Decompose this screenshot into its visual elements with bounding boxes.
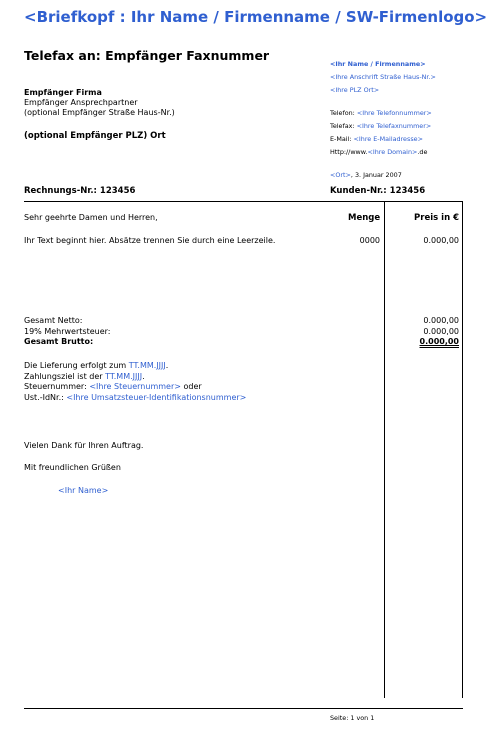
sender-phone-row: Telefon: <Ihre Telefonnummer> bbox=[330, 109, 432, 117]
sender-fax-row: Telefax: <Ihre Telefaxnummer> bbox=[330, 122, 432, 130]
letterhead-placeholder: <Briefkopf : Ihr Name / Firmenname / SW-Firmenlogo> bbox=[24, 8, 488, 26]
item-quantity: 0000 bbox=[359, 236, 380, 245]
delivery-date: TT.MM.JJJJ bbox=[128, 361, 166, 370]
fax-title: Telefax an: Empfänger Faxnummer bbox=[24, 48, 270, 63]
sender-fax: <Ihre Telefaxnummer> bbox=[356, 122, 432, 130]
salutation: Sehr geehrte Damen und Herren, bbox=[24, 213, 158, 222]
gross-label: Gesamt Brutto: bbox=[24, 337, 94, 347]
body-text: Ihr Text beginnt hier. Absätze trennen Sie durch eine Leerzeile. bbox=[24, 236, 276, 245]
sender-name: <Ihr Name / Firmenname> bbox=[330, 60, 426, 68]
column-header-quantity: Menge bbox=[348, 213, 381, 223]
page-number: Seite: 1 von 1 bbox=[330, 714, 375, 722]
sender-phone: <Ihre Telefonnummer> bbox=[356, 109, 432, 117]
item-price: 0.000,00 bbox=[423, 236, 459, 245]
sender-date-place: <Ort> bbox=[330, 171, 351, 179]
thanks-line: Vielen Dank für Ihren Auftrag. bbox=[24, 441, 144, 450]
delivery-line: Die Lieferung erfolgt zum TT.MM.JJJJ. bbox=[24, 361, 169, 370]
column-divider-quantity bbox=[384, 201, 385, 698]
net-label: Gesamt Netto: bbox=[24, 316, 83, 325]
vat-id: <Ihre Umsatzsteuer-Identifikationsnummer> bbox=[66, 392, 247, 402]
totals-values bbox=[400, 316, 459, 348]
sender-street: <Ihre Anschrift Straße Haus-Nr.> bbox=[330, 73, 436, 81]
totals-labels bbox=[24, 316, 110, 348]
invoice-number: Rechnungs-Nr.: 123456 bbox=[24, 186, 136, 196]
terms-block bbox=[24, 361, 246, 403]
sender-web-row: Http://www.<Ihre Domain>.de bbox=[330, 148, 428, 156]
recipient-company: Empfänger Firma bbox=[24, 88, 102, 97]
tax-number-line: Steuernummer: <Ihre Steuernummer> oder bbox=[24, 382, 202, 392]
sender-date: , 3. Januar 2007 bbox=[350, 171, 402, 179]
sender-date-row bbox=[330, 169, 436, 182]
recipient-city: (optional Empfänger PLZ) Ort bbox=[24, 131, 166, 141]
divider-top bbox=[24, 201, 463, 202]
vat-label: 19% Mehrwertsteuer: bbox=[24, 326, 111, 336]
sender-block bbox=[330, 58, 436, 182]
vat-id-line: Ust.-IdNr.: <Ihre Umsatzsteuer-Identifikationsnummer> bbox=[24, 392, 247, 402]
divider-bottom bbox=[24, 708, 463, 709]
recipient-street: (optional Empfänger Straße Haus-Nr.) bbox=[24, 108, 175, 117]
payment-line: Zahlungsziel ist der TT.MM.JJJJ. bbox=[24, 371, 145, 381]
payment-date: TT.MM.JJJJ bbox=[105, 371, 143, 381]
sender-city: <Ihre PLZ Ort> bbox=[330, 86, 380, 94]
customer-number: Kunden-Nr.: 123456 bbox=[330, 186, 426, 196]
column-divider-price bbox=[462, 201, 463, 698]
greeting-line: Mit freundlichen Grüßen bbox=[24, 463, 121, 472]
recipient-contact: Empfänger Ansprechpartner bbox=[24, 98, 138, 107]
recipient-block bbox=[24, 88, 175, 118]
signature-name: <Ihr Name> bbox=[58, 486, 109, 495]
gross-value: 0.000,00 bbox=[419, 337, 459, 347]
tax-number: <Ihre Steuernummer> bbox=[89, 382, 181, 392]
column-header-price: Preis in € bbox=[414, 213, 459, 223]
net-value: 0.000,00 bbox=[423, 316, 459, 325]
sender-email-row: E-Mail: <Ihre E-Mailadresse> bbox=[330, 135, 423, 143]
vat-value: 0.000,00 bbox=[423, 326, 459, 336]
sender-email: <Ihre E-Mailadresse> bbox=[353, 135, 423, 143]
sender-web-domain: <Ihre Domain> bbox=[367, 148, 418, 156]
